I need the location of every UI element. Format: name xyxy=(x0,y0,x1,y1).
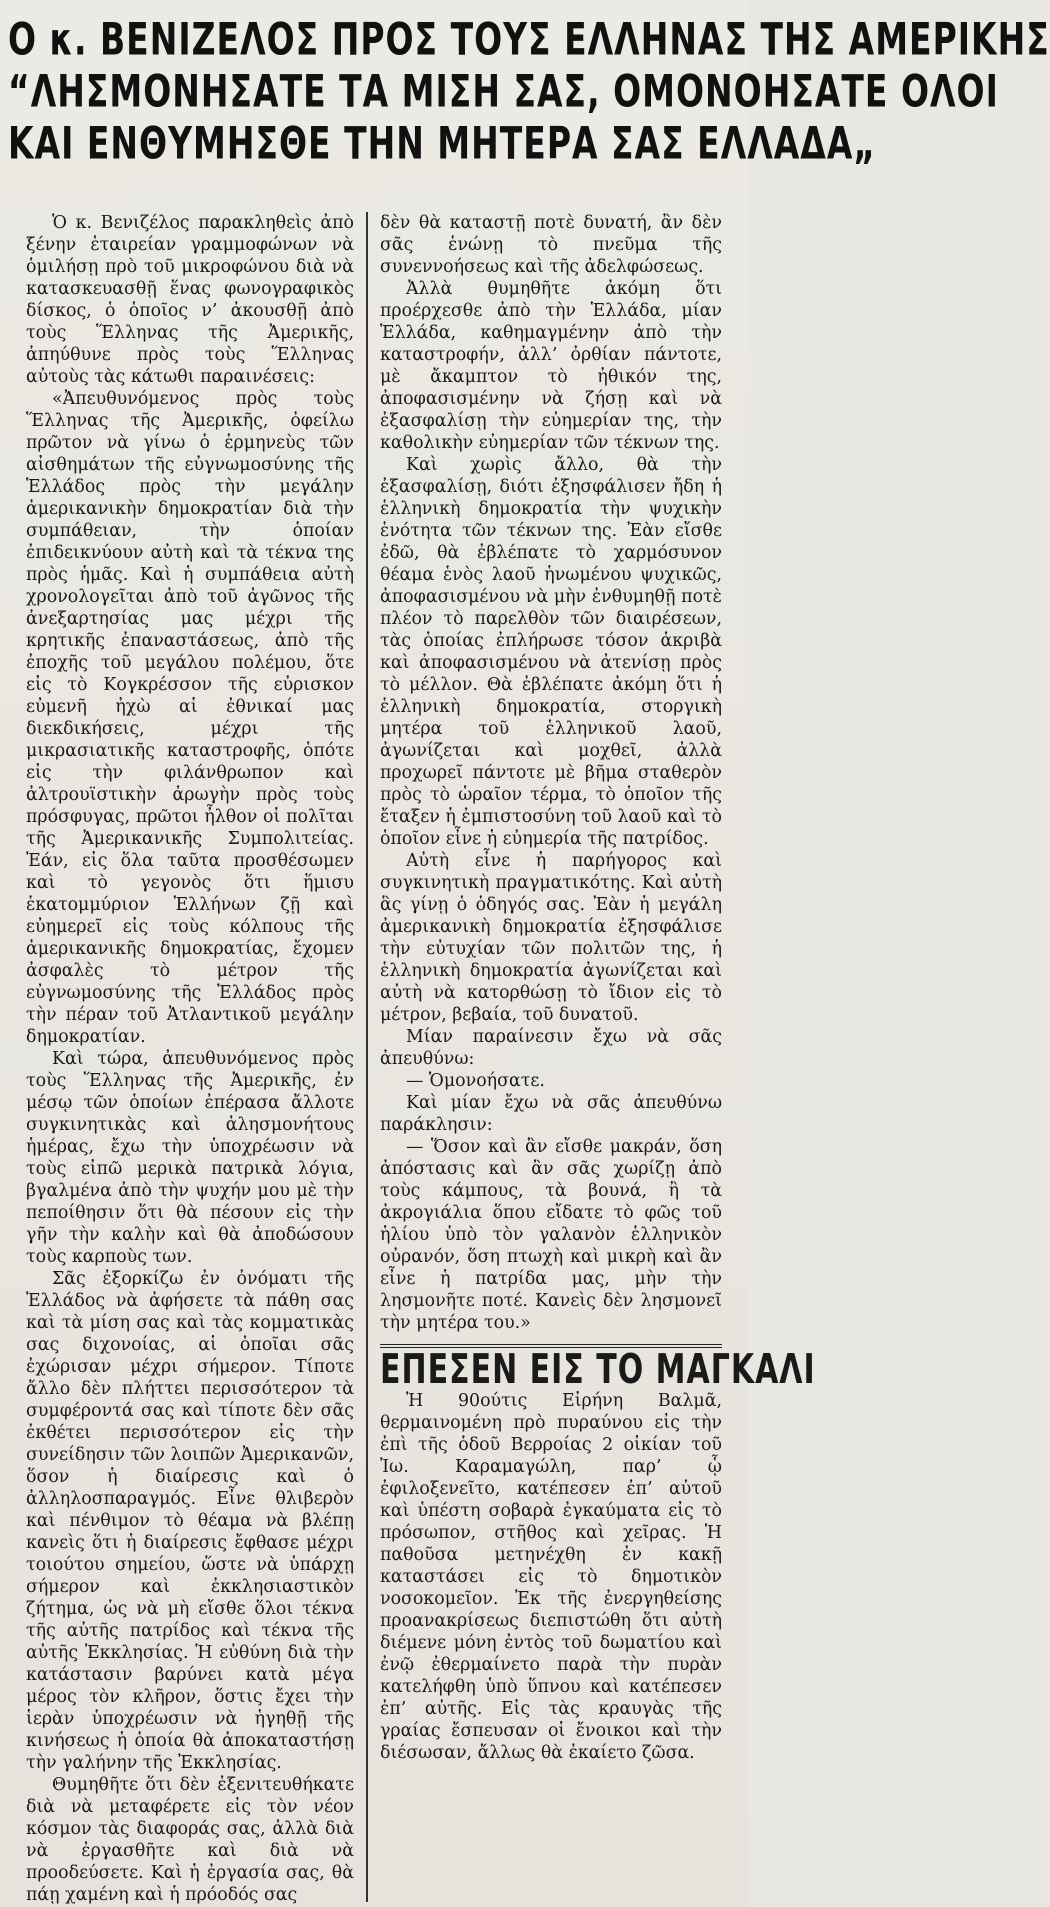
headline-block xyxy=(8,12,1050,212)
article-paragraph: Καὶ τώρα, ἀπευθυνόμενος πρὸς τοὺς Ἕλληνας τῆς Ἀμερικῆς, ἐν μέσῳ τῶν ὁποίων ἐπέρασα ἄλλοτε συγκινητικὰς καὶ ἀλησμονήτους ἡμέρας, ἔχω τὴν ὑποχρέωσιν νὰ τοὺς εἰπῶ μερικὰ πατρικὰ λόγια, βγαλμένα ἀπὸ τὴν ψυχήν μου μὲ τὴν πεποίθησιν ὅτι θὰ πέσουν εἰς τὴν γῆν τὴν καλὴν καὶ θὰ ἀποδώσουν τοὺς καρποὺς των. xyxy=(26,1049,354,1267)
right-column xyxy=(368,212,816,1902)
article-paragraph: Θυμηθῆτε ὅτι δὲν ἐξενιτευθήκατε διὰ νὰ μεταφέρετε εἰς τὸν νέον κόσμον τὰς διαφοράς σας, ἀλλὰ διὰ νὰ ἐργασθῆτε καὶ διὰ νὰ προοδεύσετε. Καὶ ἡ ἐργασία σας, θὰ πάῃ χαμένη καὶ ἡ πρόοδός σας xyxy=(26,1775,354,1905)
left-column xyxy=(8,212,368,1905)
second-article-paragraph: Ἡ 90ούτις Εἰρήνη Βαλμᾶ, θερμαινομένη πρὸ πυραύνου εἰς τὴν ἐπὶ τῆς ὁδοῦ Βερροίας 2 οἰκίαν τοῦ Ἰω. Καραμαγώλη, παρ’ ᾧ ἐφιλοξενεῖτο, κατέπεσεν ἐπ’ αὐτοῦ καὶ ὑπέστη σοβαρὰ ἐγκαύματα εἰς τὸ πρόσωπον, στῆθος καὶ χεῖρας. Ἡ παθοῦσα μετηνέχθη ἐν κακῇ καταστάσει εἰς τὸ δημοτικὸν νοσοκομεῖον. Ἐκ τῆς ἐνεργηθείσης προανακρίσεως διεπιστώθη ὅτι αὐτὴ διέμενε μόνη ἐντὸς τοῦ δωματίου καὶ ἐνῷ ἐθερμαίνετο παρὰ τὴν πυρὰν κατελήφθη ὑπὸ ὕπνου καὶ κατέπεσεν ἐπ’ αὐτῆς. Εἰς τὰς κραυγὰς τῆς γραίας ἔσπευσαν οἱ ἔνοικοι καὶ τὴν διέσωσαν, ἄλλως θὰ ἐκαίετο ζῶσα. xyxy=(380,1391,722,1763)
article-paragraph: Καὶ χωρὶς ἄλλο, θὰ τὴν ἐξασφαλίσῃ, διότι ἐξησφάλισεν ἤδη ἡ ἑλληνικὴ δημοκρατία τὴν ψυχικὴν ἑνότητα τῶν τέκνων της. Ἐὰν εἴσθε ἐδῶ, θὰ ἐβλέπατε τὸ χαρμόσυνον θέαμα ἑνὸς λαοῦ ἡνωμένου ψυχικῶς, ἀποφασισμένου νὰ μὴν ἐνθυμηθῇ ποτὲ πλέον τὸ παρελθὸν τῶν διαιρέσεων, τὰς ὁποίας ἐπλήρωσε τόσον ἀκριβὰ καὶ ἀποφασισμένου νὰ ἀτενίσῃ πρὸς τὸ μέλλον. Θὰ ἐβλέπατε ἀκόμη ὅτι ἡ ἑλληνικὴ δημοκρατία, στοργικὴ μητέρα τοῦ ἑλληνικοῦ λαοῦ, ἀγωνίζεται καὶ μοχθεῖ, ἀλλὰ προχωρεῖ πάντοτε μὲ βῆμα σταθερὸν πρὸς τὸ ὡραῖον τέρμα, τὸ ὁποῖον τῆς ἔταξεν ἡ ἐμπιστοσύνη τοῦ λαοῦ καὶ τὸ ὁποῖον εἶνε ἡ εὐημερία τῆς πατρίδος. xyxy=(380,455,722,849)
second-headline: ΕΠΕΣΕΝ ΕΙΣ ΤΟ ΜΑΓΚΑΛΙ xyxy=(380,1346,816,1394)
article-paragraph: Καὶ μίαν ἔχω νὰ σᾶς ἀπευθύνω παράκλησιν: xyxy=(380,1093,722,1135)
headline-line-3: ΚΑΙ ΕΝΘΥΜΗΣΘΕ ΤΗΝ ΜΗΤΕΡΑ ΣΑΣ ΕΛΛΑΔΑ„ xyxy=(8,116,877,170)
article-paragraph: — Ὁμονοήσατε. xyxy=(406,1071,545,1091)
headline-line-1: Ο κ. ΒΕΝΙΖΕΛΟΣ ΠΡΟΣ ΤΟΥΣ ΕΛΛΗΝΑΣ ΤΗΣ ΑΜΕΡΙΚΗΣ xyxy=(8,12,1050,66)
article-paragraph: Ἀλλὰ θυμηθῆτε ἀκόμη ὅτι προέρχεσθε ἀπὸ τὴν Ἑλλάδα, μίαν Ἑλλάδα, καθημαγμένην ἀπὸ τὴν καταστροφήν, ἀλλ’ ὀρθίαν πάντοτε, μὲ ἄκαμπτον τὸ ἠθικόν της, ἀποφασισμένην νὰ ζήσῃ καὶ νὰ ἐξασφαλίσῃ τὴν εὐημερίαν της, τὴν καθολικὴν εὐημερίαν τῶν τέκνων της. xyxy=(380,279,722,453)
article-paragraph: Μίαν παραίνεσιν ἔχω νὰ σᾶς ἀπευθύνω: xyxy=(380,1027,722,1069)
article-paragraph: Ὁ κ. Βενιζέλος παρακληθεὶς ἀπὸ ξένην ἑταιρείαν γραμμοφώνων νὰ ὁμιλήσῃ πρὸ τοῦ μικροφώνου διὰ νὰ κατασκευασθῇ ἕνας φωνογραφικὸς δίσκος, ὁ ὁποῖος ν’ ἀκουσθῇ ἀπὸ τοὺς Ἕλληνας τῆς Ἀμερικῆς, ἀπηύθυνε πρὸς τοὺς Ἕλληνας αὐτοὺς τὰς κάτωθι παραινέσεις: xyxy=(26,213,354,387)
article-paragraph: Σᾶς ἐξορκίζω ἐν ὀνόματι τῆς Ἑλλάδος νὰ ἀφήσετε τὰ πάθη σας καὶ τὰ μίση σας καὶ τὰς κομματικὰς σας διχονοίας, αἱ ὁποῖαι σᾶς ἐχώρισαν μέχρι σήμερον. Τίποτε ἄλλο δὲν πλήττει περισσότερον τὰ συμφέροντά σας καὶ τίποτε δὲν σᾶς ἐκθέτει περισσότερον εἰς τὴν συνείδησιν τῶν λοιπῶν Ἀμερικανῶν, ὅσον ἡ διαίρεσις καὶ ὁ ἀλληλοσπαραγμός. Εἶνε θλιβερὸν καὶ πένθιμον τὸ θέαμα νὰ βλέπῃ κανεὶς ὅτι ἡ διαίρεσις ἔφθασε μέχρι τοιούτου σημείου, ὥστε νὰ ὑπάρχῃ σήμερον καὶ ἐκκλησιαστικὸν ζήτημα, ὡς νὰ μὴ εἴσθε ὅλοι τέκνα τῆς αὐτῆς πατρίδος καὶ τέκνα τῆς αὐτῆς Ἐκκλησίας. Ἡ εὐθύνη διὰ τὴν κατάστασιν βαρύνει κατὰ μέγα μέρος τὸν κλῆρον, ὅστις ἔχει τὴν ἱερὰν ὑποχρέωσιν νὰ ἡγηθῇ τῆς κινήσεως ἡ ὁποία θὰ ἀποκαταστήσῃ τὴν γαλήνην τῆς Ἐκκλησίας. xyxy=(26,1269,354,1773)
article-paragraph: δὲν θὰ καταστῇ ποτὲ δυνατή, ἂν δὲν σᾶς ἑνώνῃ τὸ πνεῦμα τῆς συνεννοήσεως καὶ τῆς ἀδελφώσεως. xyxy=(380,213,722,277)
headline-line-2: “ΛΗΣΜΟΝΗΣΑΤΕ ΤΑ ΜΙΣΗ ΣΑΣ, ΟΜΟΝΟΗΣΑΤΕ ΟΛΟΙ xyxy=(8,64,999,118)
article-paragraph: — Ὅσον καὶ ἂν εἴσθε μακράν, ὅση ἀπόστασις καὶ ἂν σᾶς χωρίζῃ ἀπὸ τοὺς κάμπους, τὰ βουνά, ἢ τὰ ἀκρογιάλια ὅπου εἴδατε τὸ φῶς τοῦ ἡλίου ὑπὸ τὸν γαλανὸν ἑλληνικὸν οὐρανόν, ὅση πτωχὴ καὶ μικρὴ καὶ ἂν εἶνε ἡ πατρίδα μας, μὴν τὴν λησμονῆτε ποτέ. Κανεὶς δὲν λησμονεῖ τὴν μητέρα του.» xyxy=(380,1137,722,1333)
article-paragraph: Αὐτὴ εἶνε ἡ παρήγορος καὶ συγκινητικὴ πραγματικότης. Καὶ αὐτὴ ἃς γίνῃ ὁ ὁδηγός σας. Ἐὰν ἡ μεγάλη ἀμερικανικὴ δημοκρατία ἐξησφάλισε τὴν εὐτυχίαν τῶν πολιτῶν της, ἡ ἑλληνικὴ δημοκρατία ἀγωνίζεται καὶ αὐτὴ νὰ κατορθώσῃ τὸ ἴδιον εἰς τὸ μέτρον, βεβαία, τοῦ δυνατοῦ. xyxy=(380,851,722,1025)
article-columns xyxy=(8,212,816,1905)
article-paragraph: «Ἀπευθυνόμενος πρὸς τοὺς Ἕλληνας τῆς Ἀμερικῆς, ὀφείλω πρῶτον νὰ γίνω ὁ ἑρμηνεὺς τῶν αἰσθημάτων τῆς εὐγνωμοσύνης τῆς Ἑλλάδος πρὸς τὴν μεγάλην ἀμερικανικὴν δημοκρατίαν διὰ τὴν συμπάθειαν, τὴν ὁποίαν ἐπιδεικνύουν αὐτὴ καὶ τὰ τέκνα της πρὸς ἡμᾶς. Καὶ ἡ συμπάθεια αὐτὴ χρονολογεῖται ἀπὸ τοῦ ἀγῶνος τῆς ἀνεξαρτησίας μας μέχρι τῆς κρητικῆς ἐπαναστάσεως, ἀπὸ τῆς ἐποχῆς τοῦ μεγάλου πολέμου, ὅτε εἰς τὸ Κογκρέσσον τῆς εὐρισκον εὐμενῆ ἠχὼ αἱ ἐθνικαί μας διεκδικήσεις, μέχρι τῆς μικρασιατικῆς καταστροφῆς, ὁπότε εἰς τὴν φιλάνθρωπον καὶ ἀλτρουϊστικὴν ἀρωγὴν πρὸς τοὺς πρόσφυγας, πρῶτοι ἦλθον οἱ πολῖται τῆς Ἀμερικανικῆς Συμπολιτείας. Ἐάν, εἰς ὅλα ταῦτα προσθέσωμεν καὶ τὸ γεγονὸς ὅτι ἥμισυ ἑκατομμύριον Ἑλλήνων ζῇ καὶ εὐημερεῖ εἰς τοὺς κόλπους τῆς ἀμερικανικῆς δημοκρατίας, ἔχομεν ἀσφαλὲς τὸ μέτρον τῆς εὐγνωμοσύνης τῆς Ἑλλάδος πρὸς τὴν πέραν τοῦ Ἀτλαντικοῦ μεγάλην δημοκρατίαν. xyxy=(26,389,354,1047)
